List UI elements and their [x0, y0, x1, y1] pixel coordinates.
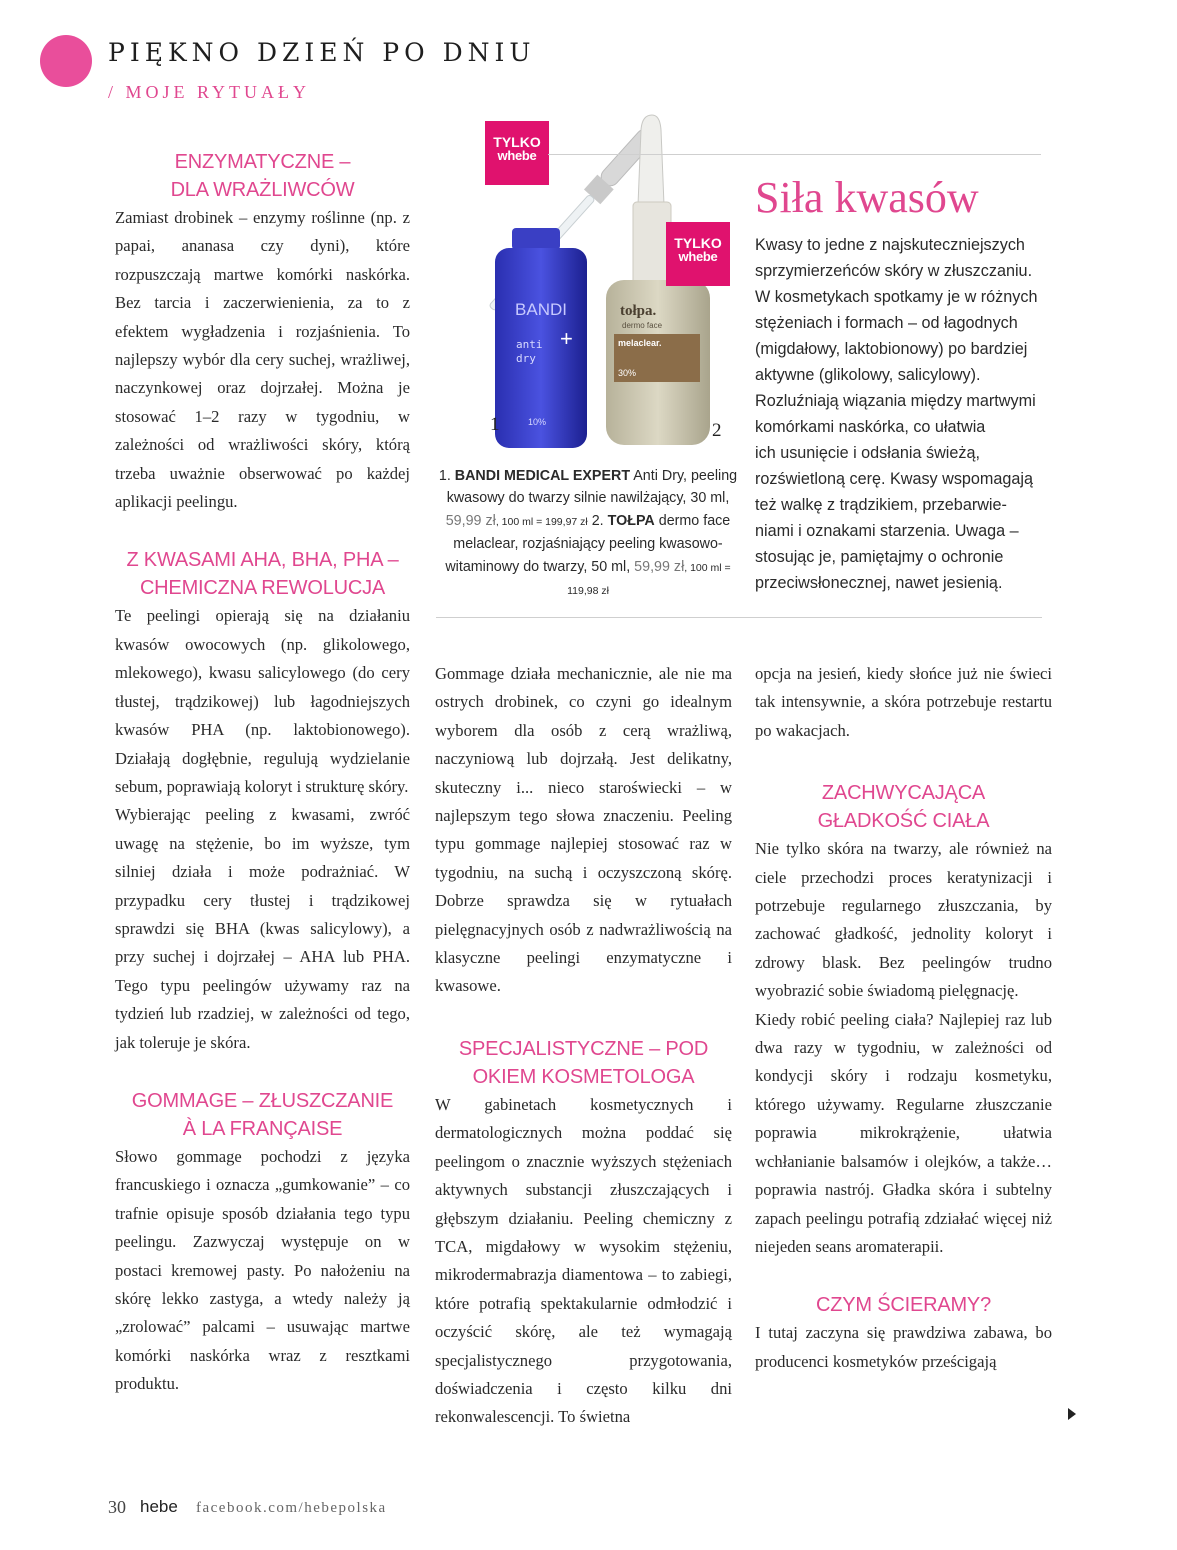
divider-bottom [436, 617, 1042, 618]
badge-line2a: w [497, 148, 508, 163]
product-number-2: 2 [712, 420, 722, 441]
bottle2-name: melaclear. [618, 338, 662, 348]
bottle1-name2: dry [516, 352, 536, 365]
bottle2-line: dermo face [622, 321, 663, 330]
bottle1-brand: BANDI [515, 300, 567, 319]
heading-czym-scieramy: CZYM ŚCIERAMY? [815, 1294, 991, 1317]
badge-tylko-w-hebe-2 [666, 222, 730, 286]
paragraph: Te peelingi opierają się na działaniu kwasów owocowych (np. glikolowego, mlekowego), kwasu salicylowego (do cery tłustej, trądzikowej) lub łagodniejszych kwasów PHA (np. laktobionowego). Działają dogłębnie, regulują wydzielanie sebum, poprawiają koloryt i strukturę skóry. [115, 606, 410, 796]
product-2-brand: TOŁPA [607, 512, 655, 529]
paragraph: Słowo gommage pochodzi z języka francuskiego i oznacza „gumkowanie” – co trafnie opisuje sposób działania tego typu peelingu. Zazwyczaj występuje on w postaci kremowej pasty. Po nałożeniu na skórę lekko zastyga, a wtedy należy ją „zrolować” palcami – usuwając martwe komórki naskórka wraz z resztkami produktu. [115, 1146, 410, 1394]
badge-line2b: hebe [507, 148, 537, 163]
paragraph: Nie tylko skóra na twarzy, ale również na ciele przechodzi proces keratynizacji i potrzebuje regularnego złuszczania, by zachować gładkość, jednolity koloryt i zdrowy blask. Bez peelingów trudno wyobrazić sobie świadomą pielęgnację. [755, 839, 1052, 1001]
product-2-price: 59,99 zł [634, 558, 685, 575]
badge-line2b: hebe [688, 249, 718, 264]
column-1 [115, 148, 410, 1399]
product-1-price: 59,99 zł [445, 512, 496, 529]
column-2 [435, 660, 732, 1432]
paragraph: Wybierając peeling z kwasami, zwróć uwagę na stężenie, bo im wyższe, tym silniej działa i może podrażniać. W przypadku cery tłustej i trądzikowej sprawdzi się BHA (kwas salicylowy), a przy suchej i dojrzałej – AHA lub PHA. Tego typu peelingów używamy raz na tydzień lub rzadziej, w zależności od tego, jak toleruje je skóra. [115, 805, 410, 1052]
badge-tylko-w-hebe-1 [485, 121, 549, 185]
bottle2-brand: tołpa. [620, 303, 657, 319]
bottle2-pct: 30% [618, 368, 637, 378]
paragraph: Kiedy robić peeling ciała? Najlepiej raz lub dwa razy w tygodniu, w zależności od kondycji skóry i rodzaju kosmetyku, którego używamy. Regularne złuszczanie poprawia mikrokrążenie, ułatwia wchłanianie balsamów i olejków, a także… poprawia nastrój. Gładka skóra i subtelny zapach peelingu potrafią zdziałać więcej niż niejeden seans aromaterapii. [755, 1009, 1052, 1256]
heading-gladkosc: ZACHWYCAJĄCA GŁADKOŚĆ CIAŁA [817, 782, 990, 833]
badge-line2a: w [678, 249, 689, 264]
section-title: PIĘKNO DZIEŃ PO DNIU [108, 38, 536, 67]
badge-line1: TYLKO [493, 134, 541, 150]
facebook-link[interactable]: facebook.com/hebepolska [196, 1500, 387, 1516]
bottle1-pct: 10% [528, 417, 547, 427]
heading-gommage: GOMMAGE – ZŁUSZCZANIE À LA FRANÇAISE [131, 1089, 394, 1140]
section-dot [40, 35, 92, 87]
heading-kwasy: Z KWASAMI AHA, BHA, PHA – CHEMICZNA REWOLUCJA [126, 549, 399, 600]
section-subtitle: / MOJE RYTUAŁY [108, 82, 311, 102]
paragraph: Zamiast drobinek – enzymy roślinne (np. z papai, ananasa czy dyni), które rozpuszczają martwe komórki naskórka. Bez tarcia i zaczerwienienia, za to z efektem wygładzenia i rozjaśnienia. To najlepszy wybór dla cery suchej, wrażliwej, naczynkowej oraz dojrzałej. Można je stosować 1–2 razy w tygodniu, w zależności od wrażliwości skóry, którą trzeba uważnie obserwować po każdej aplikacji peelingu. [115, 208, 410, 512]
play-arrow-icon[interactable] [1068, 1408, 1076, 1420]
feature-title: Siła kwasów [755, 173, 979, 222]
svg-text:+: + [560, 326, 573, 351]
page-number: 30 [108, 1497, 126, 1517]
paragraph: Gommage działa mechanicznie, ale nie ma ostrych drobinek, co czyni go idealnym wyborem dla osób z cerą wrażliwą, naczyniową lub dojrzałą. Jest delikatny, skuteczny i... nieco staroświecki – w najlepszym tego słowa znaczeniu. Peeling typu gommage najlepiej stosować raz w tygodniu, na suchą i oczyszczoną skórę. Dobrze sprawdza się w rytuałach pielęgnacyjnych osób z nadwrażliwością na klasyczne peelingi enzymatyczne i kwasowe. [435, 664, 732, 996]
column-3 [755, 660, 1052, 1376]
bottle1-name1: anti [516, 338, 543, 351]
product-1-brand: BANDI MEDICAL EXPERT [454, 468, 631, 484]
paragraph: opcja na jesień, kiedy słońce już nie świeci tak intensywnie, a skóra potrzebuje restartu po wakacjach. [755, 664, 1052, 740]
heading-specjalistyczne: SPECJALISTYCZNE – POD OKIEM KOSMETOLOGA [458, 1037, 709, 1088]
paragraph: I tutaj zaczyna się prawdziwa zabawa, bo producenci kosmetyków prześcigają [755, 1323, 1052, 1371]
paragraph: W gabinetach kosmetycznych i dermatologicznych można poddać się peelingom o znacznie wyższych stężeniach aktywnych substancji złuszczających i głębszym działaniu. Peeling chemiczny z TCA, migdałowy w wysokim stężeniu, mikrodermabrazja diamentowa – to zabiegi, które potrafią spektakularnie odmłodzić i oczyścić skórę, ale też wymagają specjalistycznego przygotowania, doświadczenia i często kilku dni rekonwalescencji. To świetna [435, 1094, 732, 1427]
product-number-1: 1 [490, 414, 500, 435]
product-caption: 1. BANDI MEDICAL EXPERT Anti Dry, peeling kwasowy do twarzy silnie nawilżający, 30 ml, 59,99 zł, 100 ml = 199,97 zł 2. TOŁPA dermo face melaclear, rozjaśniający peeling kwasowo-witaminowy do twarzy, 50 ml, 59,99 zł, 100 ml = 119,98 zł [438, 468, 738, 598]
hebe-logo: hebe [140, 1497, 178, 1516]
heading-enzymatyczne: ENZYMATYCZNE – DLA WRAŻLIWCÓW [170, 151, 355, 201]
divider-top [548, 154, 1041, 155]
badge-line1: TYLKO [674, 235, 722, 251]
feature-text: Kwasy to jedne z najskuteczniejszych sprzymierzeńców skóry w złuszczaniu. W kosmetykach spotkamy je w różnych stężeniach i formach – od łagodnych (migdałowy, laktobionowy) po bardziej aktywne (glikolowy, salicylowy). Rozluźniają wiązania między martwymi komórkami naskórka, co ułatwia ich usunięcie i odsłania świeżą, rozświetloną cerę. Kwasy wspomagają też walkę z trądzikiem, przebarwie- niami i oznakami starzenia. Uwaga – stosując je, pamiętajmy o ochronie przeciwsłonecznej, nawet jesienią. [755, 236, 1038, 592]
